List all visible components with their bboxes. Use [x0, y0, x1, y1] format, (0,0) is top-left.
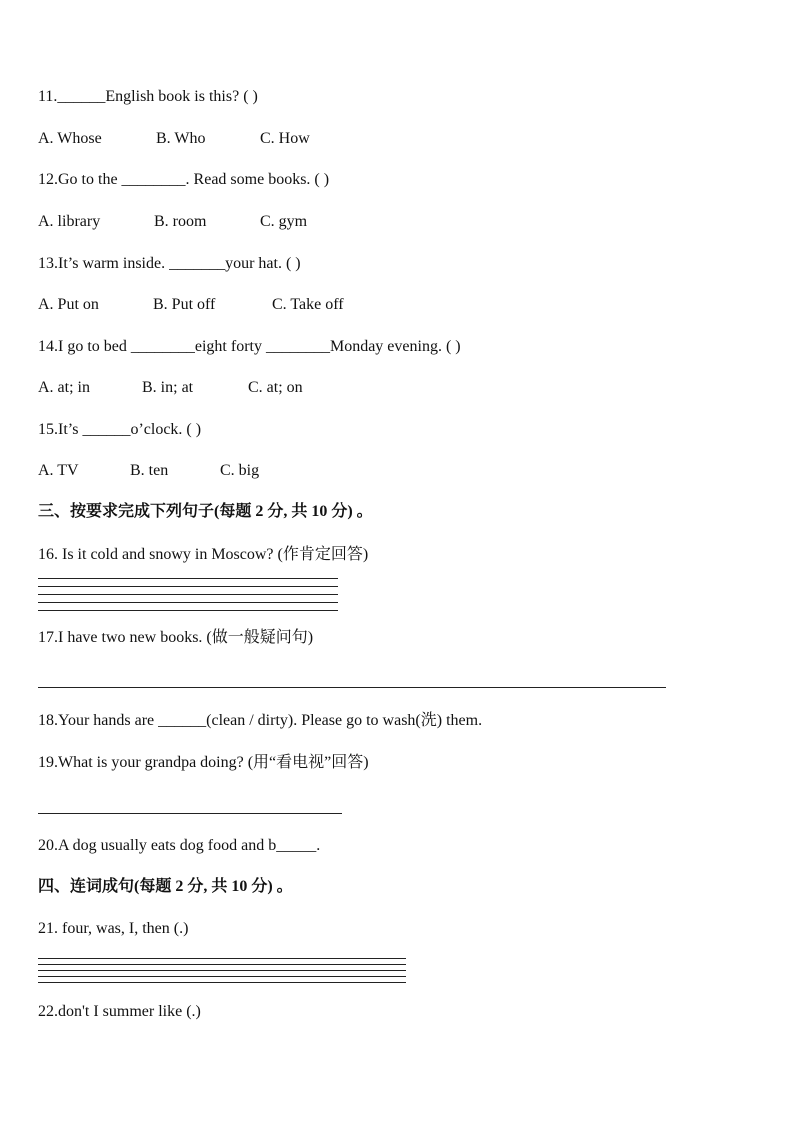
answer-line	[38, 610, 338, 611]
answer-line	[38, 578, 338, 579]
answer-line	[38, 687, 666, 688]
answer-line	[38, 594, 338, 595]
answer-line	[38, 958, 406, 959]
answer-line	[38, 813, 342, 814]
option-a: A. library	[38, 213, 101, 230]
question-15-options	[38, 461, 259, 481]
question-13: 13.It’s warm inside. _______your hat. ( )	[38, 255, 301, 272]
option-c: C. gym	[260, 213, 308, 230]
option-a: A. at; in	[38, 379, 90, 396]
option-a: A. TV	[38, 462, 79, 479]
question-14: 14.I go to bed ________eight forty ________Monday evening. ( )	[38, 338, 461, 355]
question-21: 21. four, was, I, then (.)	[38, 920, 189, 937]
answer-line	[38, 586, 338, 587]
question-19: 19.What is your grandpa doing? (用“看电视”回答)	[38, 754, 369, 771]
question-15: 15.It’s ______o’clock. ( )	[38, 421, 202, 438]
question-20: 20.A dog usually eats dog food and b_____.	[38, 837, 321, 854]
question-11: 11.______English book is this? ( )	[38, 88, 258, 105]
answer-line	[38, 964, 406, 965]
question-13-options	[38, 295, 344, 315]
option-c: C. How	[260, 130, 310, 147]
answer-line	[38, 982, 406, 983]
question-18: 18.Your hands are ______(clean / dirty). Please go to wash(洗) them.	[38, 712, 483, 729]
option-b: B. Put off	[153, 296, 216, 313]
option-b: B. Who	[156, 130, 206, 147]
option-c: C. Take off	[272, 296, 344, 313]
answer-line	[38, 970, 406, 971]
question-12: 12.Go to the ________. Read some books. ( )	[38, 171, 330, 188]
option-a: A. Whose	[38, 130, 102, 147]
question-16: 16. Is it cold and snowy in Moscow? (作肯定回答)	[38, 546, 369, 563]
option-c: C. at; on	[248, 379, 303, 396]
answer-line	[38, 602, 338, 603]
answer-line	[38, 976, 406, 977]
question-17: 17.I have two new books. (做一般疑问句)	[38, 629, 314, 646]
option-c: C. big	[220, 462, 260, 479]
option-b: B. ten	[130, 462, 169, 479]
section-3-heading: 三、按要求完成下列句子(每题 2 分, 共 10 分) 。	[38, 503, 373, 520]
option-b: B. in; at	[142, 379, 194, 396]
question-22: 22.don't I summer like (.)	[38, 1003, 201, 1020]
question-11-options	[38, 129, 310, 149]
option-b: B. room	[154, 213, 207, 230]
option-a: A. Put on	[38, 296, 99, 313]
section-4-heading: 四、连词成句(每题 2 分, 共 10 分) 。	[38, 878, 293, 895]
question-12-options	[38, 212, 307, 232]
question-14-options	[38, 378, 303, 398]
